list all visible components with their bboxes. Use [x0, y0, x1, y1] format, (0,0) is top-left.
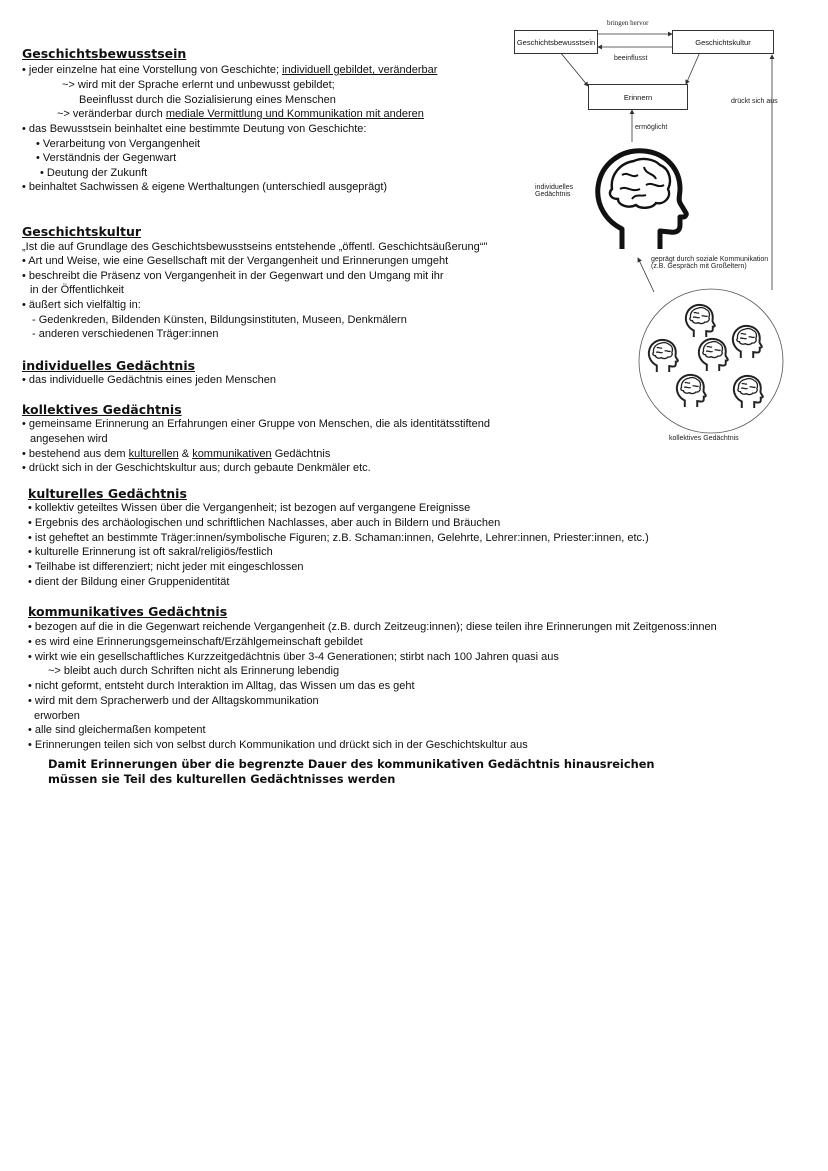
closing-line: müssen sie Teil des kulturellen Gedächtnisses werden [48, 772, 396, 786]
small-head-icon [730, 324, 764, 360]
text-line: • kollektiv geteiltes Wissen über die Vergangenheit; ist bezogen auf vergangene Ereignisse [28, 502, 471, 514]
small-head-icon [731, 374, 765, 410]
text-line: ~> bleibt auch durch Schriften nicht als Erinnerung lebendig [48, 665, 340, 677]
text-line: • äußert sich vielfältig in: [22, 299, 141, 311]
label-ermoeglicht: ermöglicht [635, 124, 668, 131]
text-line: • alle sind gleichermaßen kompetent [28, 724, 206, 736]
box-geschichtskultur [672, 30, 774, 54]
small-head-icon [674, 373, 708, 409]
heading-geschichtskultur: Geschichtskultur [22, 224, 142, 239]
text-line: • drückt sich in der Geschichtskultur aus; durch gebaute Denkmäler etc. [22, 462, 371, 474]
arrow-gb-to-erinnern [560, 52, 588, 86]
text-line: • Deutung der Zukunft [40, 167, 148, 179]
heading-geschichtsbewusstsein: Geschichtsbewusstsein [22, 46, 187, 61]
small-head-icon [646, 338, 680, 374]
text-line: • Teilhabe ist differenziert; nicht jeder mit eingeschlossen [28, 561, 304, 573]
small-head-icon [683, 303, 717, 339]
text-line: angesehen wird [30, 433, 108, 445]
heading-kulturelles-gedaechtnis: kulturelles Gedächtnis [28, 486, 187, 501]
text-line: • Art und Weise, wie eine Gesellschaft mit der Vergangenheit und Erinnerungen umgeht [22, 255, 449, 267]
box-geschichtsbewusstsein [514, 30, 598, 54]
box-label: Erinnern [623, 92, 653, 102]
text-line: • gemeinsame Erinnerung an Erfahrungen einer Gruppe von Menschen, die als identitätsstiftend [22, 418, 490, 430]
label-gepraegt: geprägt durch soziale Kommunikation (z.B. Gespräch mit Großeltern) [651, 256, 769, 270]
text-line: • kulturelle Erinnerung ist oft sakral/religiös/festlich [28, 546, 273, 558]
text-line: erworben [34, 710, 80, 722]
heading-individuelles-gedaechtnis: individuelles Gedächtnis [22, 358, 196, 373]
text-line: • beschreibt die Präsenz von Vergangenheit in der Gegenwart und den Umgang mit ihr [22, 270, 444, 282]
text-line: • es wird eine Erinnerungsgemeinschaft/Erzählgemeinschaft gebildet [28, 636, 363, 648]
text-line: • Ergebnis des archäologischen und schriftlichen Nachlasses, aber auch in Bildern und Bräuchen [28, 517, 501, 529]
heading-kommunikatives-gedaechtnis: kommunikatives Gedächtnis [28, 604, 228, 619]
text-line: • wirkt wie ein gesellschaftliches Kurzzeitgedächtnis über 3-4 Generationen; stirbt nach 100 Jahren quasi aus [28, 651, 559, 663]
label-bringen-hervor: bringen hervor [607, 19, 649, 27]
text-line: - anderen verschiedenen Träger:innen [32, 328, 219, 340]
arrow-gk-to-erinnern [686, 52, 700, 84]
label-drueckt-sich-aus: drückt sich aus [731, 98, 778, 105]
text-line: • wird mit dem Spracherwerb und der Alltagskommunikation [28, 695, 319, 707]
text-line: Beeinflusst durch die Sozialisierung eines Menschen [79, 94, 336, 106]
text-line: • das Bewusstsein beinhaltet eine bestimmte Deutung von Geschichte: [22, 123, 367, 135]
text-line: • Erinnerungen teilen sich von selbst durch Kommunikation und drückt sich in der Geschichtskultur aus [28, 739, 528, 751]
text-line: - Gedenkreden, Bildenden Künsten, Bildungsinstituten, Museen, Denkmälern [32, 314, 407, 326]
text-line: in der Öffentlichkeit [30, 284, 124, 296]
text-line: • bezogen auf die in die Gegenwart reichende Vergangenheit (z.B. durch Zeitzeug:innen); diese teilen ihre Erinnerungen mit Zeitgenoss:innen [28, 621, 717, 633]
text-line: • beinhaltet Sachwissen & eigene Werthaltungen (unterschiedl ausgeprägt) [22, 181, 388, 193]
text-line: „Ist die auf Grundlage des Geschichtsbewusstseins entstehende „öffentl. Geschichtsäußerung“" [22, 241, 488, 253]
text-line: • das individuelle Gedächtnis eines jeden Menschen [22, 374, 276, 386]
small-head-icon [696, 337, 730, 373]
box-erinnern [588, 84, 688, 110]
text-line: • bestehend aus dem kulturellen & kommunikativen Gedächtnis [22, 448, 331, 460]
text-line: • nicht geformt, entsteht durch Interaktion im Alltag, das Wissen um das es geht [28, 680, 415, 692]
label-individuelles-gedaechtnis: individuelles Gedächtnis [535, 184, 574, 198]
text-line: • Verständnis der Gegenwart [36, 152, 177, 164]
label-kollektives-gedaechtnis: kollektives Gedächtnis [669, 435, 739, 442]
box-label: Geschichtsbewusstsein [516, 37, 596, 47]
text-line: • jeder einzelne hat eine Vorstellung von Geschichte; individuell gebildet, veränderbar [22, 64, 438, 76]
human-head-brain-icon [592, 145, 690, 255]
closing-line: Damit Erinnerungen über die begrenzte Dauer des kommunikativen Gedächtnis hinausreichen [48, 757, 655, 771]
heading-kollektives-gedaechtnis: kollektives Gedächtnis [22, 402, 182, 417]
text-line: • dient der Bildung einer Gruppenidentität [28, 576, 230, 588]
label-beeinflusst: beeinflusst [614, 55, 648, 62]
text-line: ~> veränderbar durch mediale Vermittlung und Kommunikation mit anderen [57, 108, 424, 120]
box-label: Geschichtskultur [695, 37, 751, 47]
text-line: • Verarbeitung von Vergangenheit [36, 138, 201, 150]
text-line: • ist geheftet an bestimmte Träger:innen/symbolische Figuren; z.B. Schaman:innen, Gelehrte, Lehrer:innen, Priester:innen, etc.) [28, 532, 649, 544]
text-line: ~> wird mit der Sprache erlernt und unbewusst gebildet; [62, 79, 335, 91]
